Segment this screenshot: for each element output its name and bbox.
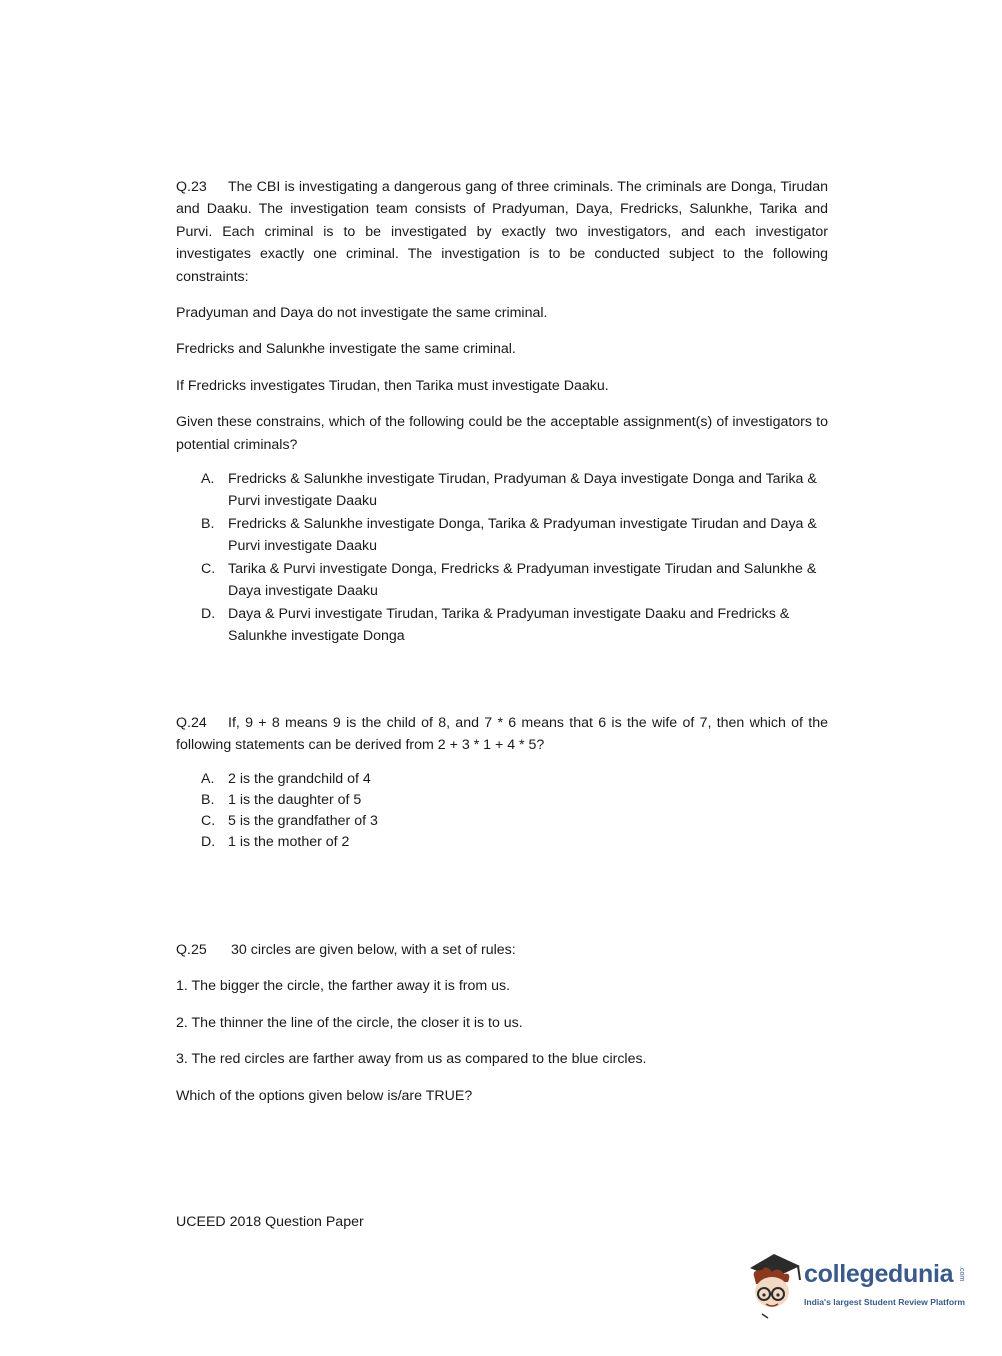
logo-tagline: India's largest Student Review Platform [804,1297,966,1307]
q24-option-b: B. 1 is the daughter of 5 [201,791,362,808]
q23-constraint-2: Fredricks and Salunkhe investigate the same criminal. [176,341,516,358]
question-23 [176,176,828,647]
q23-options [176,468,828,647]
q24-option-d: D. 1 is the mother of 2 [201,833,350,850]
collegedunia-logo[interactable] [744,1250,968,1320]
logo-brand: collegedunia [804,1260,954,1288]
q23-question: Given these constrains, which of the following could be the acceptable assignment(s) of investigators to potential criminals? [176,414,828,453]
q23-option-b: B. Fredricks & Salunkhe investigate Donga, Tarika & Pradyuman investigate Tirudan and Daya & Purvi investigate Daaku [201,515,817,555]
logo-dotcom: .com [958,1266,965,1282]
q24-option-a: A. 2 is the grandchild of 4 [201,770,371,787]
q25-rule-2: 2. The thinner the line of the circle, the closer it is to us. [176,1014,523,1031]
mascot-icon [744,1250,804,1320]
question-25 [176,939,828,1107]
q23-option-c: C. Tarika & Purvi investigate Donga, Fredricks & Pradyuman investigate Tirudan and Salunkhe & Daya investigate Daaku [201,560,817,600]
q23-constraint-3: If Fredricks investigates Tirudan, then Tarika must investigate Daaku. [176,377,609,394]
q25-intro: Q.25 30 circles are given below, with a set of rules: [176,939,828,961]
q23-option-d: D. Daya & Purvi investigate Tirudan, Tarika & Pradyuman investigate Daaku and Fredricks & Salunkhe investigate Donga [201,605,790,644]
q23-number: Q.23 [176,179,207,195]
q23-constraint-1: Pradyuman and Daya do not investigate the same criminal. [176,305,548,322]
q25-rule-1: 1. The bigger the circle, the farther away it is from us. [176,978,511,995]
q23-option-a: A. Fredricks & Salunkhe investigate Tirudan, Pradyuman & Daya investigate Donga and Tarika & Purvi investigate Daaku [201,471,817,510]
q24-options [176,769,828,853]
footer-text: UCEED 2018 Question Paper [176,1214,364,1230]
q25-rule-3: 3. The red circles are farther away from us as compared to the blue circles. [176,1051,647,1068]
q25-number: Q.25 [176,942,207,958]
q23-intro: Q.23 The CBI is investigating a dangerous gang of three criminals. The criminals are Donga, Tirudan and Daaku. The investigation team consists of Pradyuman, Daya, Fredricks, Salunkhe, Tarika and Purvi. Each criminal is to be investigated by exactly two investigators, and each investigator investigates exactly one criminal. The investigation is to be conducted subject to the following constraints: [176,176,828,288]
question-24 [176,712,828,853]
q24-number: Q.24 [176,715,207,731]
q24-option-c: C. 5 is the grandfather of 3 [201,812,378,829]
q25-question: Which of the options given below is/are TRUE? [176,1087,473,1104]
q24-intro: Q.24 If, 9 + 8 means 9 is the child of 8, and 7 * 6 means that 6 is the wife of 7, then which of the following statements can be derived from 2 + 3 * 1 + 4 * 5? [176,712,828,757]
